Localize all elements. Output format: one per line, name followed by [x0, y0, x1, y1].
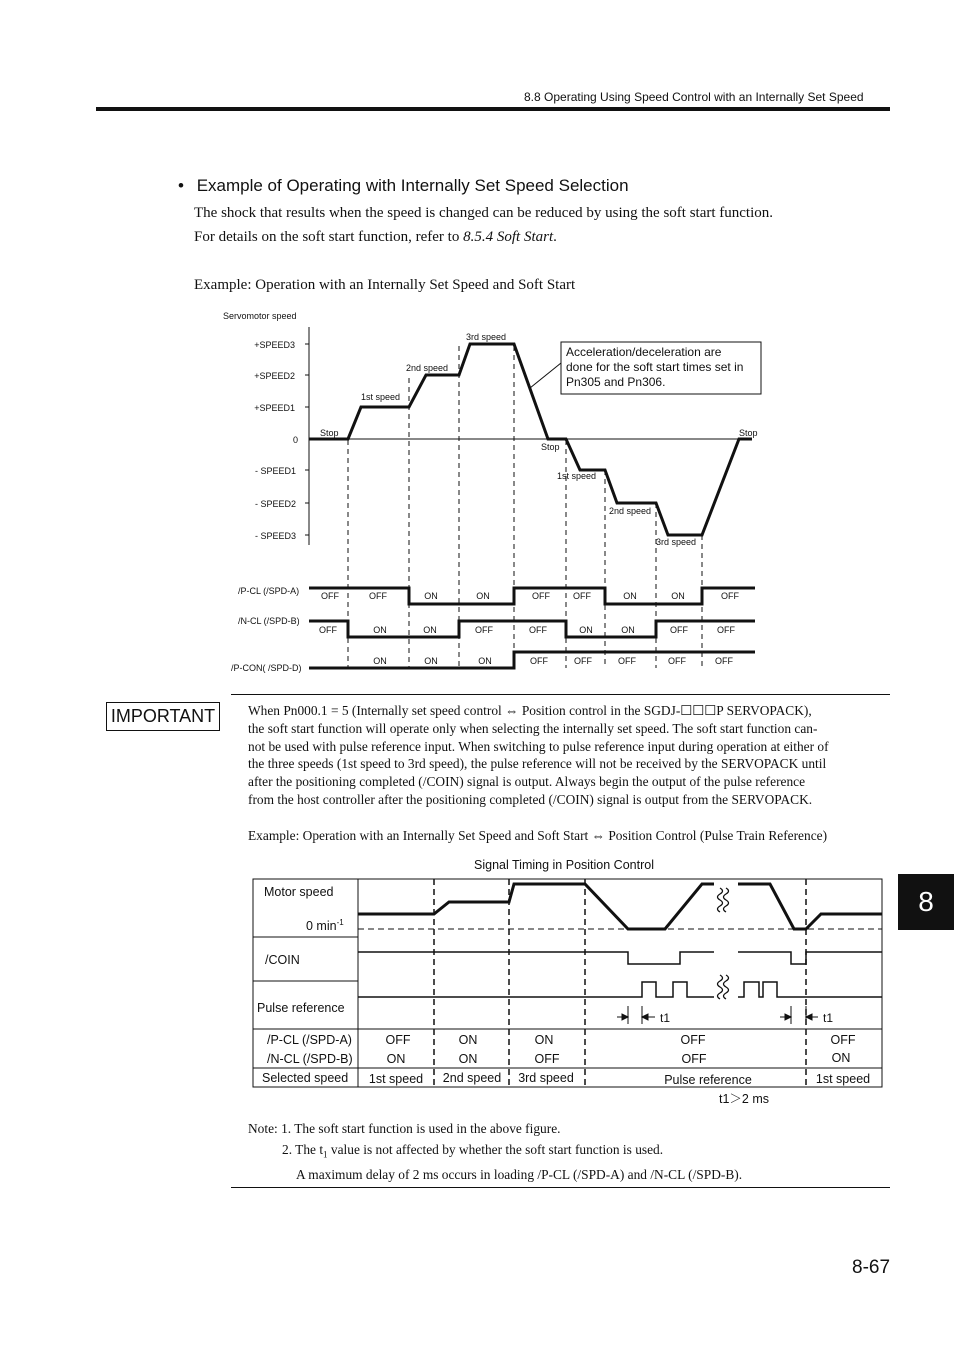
zero-rpm-label: 0 $\min^{-1}$ [306, 918, 344, 933]
n-cl-value-2: ON [458, 1052, 478, 1066]
selected-speed-3: 3rd speed [518, 1071, 574, 1085]
n-cl-state-3: ON [423, 625, 437, 635]
n-cl-state-2: ON [373, 625, 387, 635]
p-cl-state-6: OFF [573, 591, 591, 601]
p-con-state-4: OFF [530, 656, 548, 666]
important-line-6: from the host controller after the positioning completed (/COIN) signal is output from the SERVOPACK. [248, 791, 813, 807]
p-cl-state-4: ON [476, 591, 490, 601]
signal-p-cl-name: /P-CL (/SPD-A) [238, 586, 300, 596]
selected-speed-4: Pulse reference [664, 1073, 752, 1087]
n-cl-state-9: OFF [717, 625, 735, 635]
n-cl-state-8: OFF [670, 625, 688, 635]
notes [248, 1119, 742, 1185]
fig2-title: Signal Timing in Position Control [474, 858, 654, 872]
coin-label: /COIN [265, 953, 300, 967]
y-label-plus-speed2: +SPEED2 [254, 371, 295, 381]
label-3rd-speed: 3rd speed [466, 332, 507, 342]
p-cl-state-7: ON [623, 591, 637, 601]
fig2-time-divisions [434, 879, 806, 1087]
signal-p-con-name: /P-CON( /SPD-D) [231, 663, 302, 673]
y-axis-title: Servomotor speed [223, 311, 297, 321]
soft-start-reference: 8.5.4 Soft Start [463, 229, 554, 245]
n-cl-row-label: /N-CL (/SPD-B) [267, 1052, 353, 1066]
p-cl-row-label: /P-CL (/SPD-A) [267, 1033, 352, 1047]
label-1st-speed: 1st speed [361, 392, 401, 402]
p-cl-state-2: OFF [369, 591, 387, 601]
important-line-1: When Pn000.1 = 5 (Internally set speed control ⇔ Position control in the SGDJ-☐☐☐P SERVOPACK), [248, 703, 812, 718]
n-cl-state-4: OFF [475, 625, 493, 635]
n-cl-state-6: ON [579, 625, 593, 635]
important-bottom-rule [231, 1187, 890, 1188]
n-cl-value-3: OFF [534, 1052, 560, 1066]
note-3: A maximum delay of 2 ms occurs in loading /P-CL (/SPD-A) and /N-CL (/SPD-B). [296, 1166, 743, 1182]
n-cl-state-5: OFF [529, 625, 547, 635]
t1-condition: t1＞2 ms [719, 1092, 770, 1106]
p-con-state-3: ON [478, 656, 492, 666]
section-heading-text: Example of Operating with Internally Set Speed Selection [196, 176, 629, 195]
p-con-state-6: OFF [618, 656, 636, 666]
note-2: 2. The $t_1$ value is not affected by whether the soft start function is used. [282, 1141, 664, 1160]
intro-line-1: The shock that results when the speed is changed can be reduced by using the soft start function. [194, 205, 774, 221]
y-label-minus-speed2: - SPEED2 [254, 499, 296, 509]
p-cl-state-8: ON [671, 591, 685, 601]
y-label-minus-speed3: - SPEED3 [254, 531, 296, 541]
n-cl-value-1: ON [386, 1052, 406, 1066]
p-con-state-7: OFF [668, 656, 686, 666]
pulse-reference-wave-2 [738, 982, 882, 997]
p-con-state-1: ON [373, 656, 387, 666]
p-con-state-5: OFF [574, 656, 592, 666]
example-1-title: Example: Operation with an Internally Set Speed and Soft Start [194, 277, 576, 293]
intro-prefix: For details on the soft start function, refer to [194, 229, 464, 245]
p-cl-state-9: OFF [721, 591, 739, 601]
n-cl-state-1: OFF [319, 625, 337, 635]
note-1: Note: 1. The soft start function is used in the above figure. [248, 1121, 561, 1136]
t1-label-1: t1 [660, 1011, 671, 1025]
selected-speed-1: 1st speed [368, 1072, 424, 1086]
important-line-5: after the positioning completed (/COIN) signal is output. Always begin the output of the pulse reference [248, 774, 806, 790]
pulse-reference-label: Pulse reference [257, 1001, 345, 1015]
y-label-plus-speed1: +SPEED1 [254, 403, 295, 413]
p-cl-value-4: OFF [680, 1033, 706, 1047]
label-stop-3: Stop [739, 428, 758, 438]
example-2-title: Example: Operation with an Internally Set Speed and Soft Start ⇔ Position Control (Pulse Train Reference) [248, 828, 828, 843]
y-label-plus-speed3: +SPEED3 [254, 340, 295, 350]
label-stop-2: Stop [541, 442, 560, 452]
p-cl-value-5: OFF [830, 1033, 856, 1047]
n-cl-value-5: ON [831, 1051, 851, 1065]
p-cl-state-3: ON [424, 591, 438, 601]
motor-speed-wave [358, 884, 714, 929]
signal-n-cl-name: /N-CL (/SPD-B) [238, 616, 300, 626]
important-line-3: not be used with pulse reference input. When switching to pulse reference input during operation at either of [248, 738, 829, 754]
label-neg-3rd-speed: 3rd speed [656, 537, 697, 547]
selected-speed-5: 1st speed [815, 1072, 871, 1086]
p-con-state-8: OFF [715, 656, 733, 666]
p-cl-value-3: ON [534, 1033, 554, 1047]
break-marks [718, 888, 729, 999]
label-neg-1st-speed: 1st speed [557, 471, 597, 481]
chapter-tab: 8 [898, 874, 954, 930]
n-cl-state-7: ON [621, 625, 635, 635]
intro-suffix: . [553, 229, 557, 245]
coin-wave-2 [738, 952, 882, 964]
y-label-minus-speed1: - SPEED1 [254, 466, 296, 476]
bullet-mark: • [178, 176, 184, 195]
label-neg-2nd-speed: 2nd speed [609, 506, 652, 516]
selected-speed-2: 2nd speed [442, 1071, 502, 1085]
coin-wave [358, 952, 714, 964]
motor-speed-wave-2 [738, 884, 882, 929]
selected-speed-row-label: Selected speed [262, 1071, 349, 1085]
callout-line-1: Acceleration/deceleration are [566, 345, 722, 359]
p-cl-value-1: OFF [385, 1033, 411, 1047]
pulse-reference-wave [358, 982, 714, 997]
p-cl-state-1: OFF [321, 591, 339, 601]
page-number: 8-67 [852, 1257, 891, 1278]
p-cl-value-2: ON [458, 1033, 478, 1047]
t1-markers [617, 1006, 818, 1024]
running-header: 8.8 Operating Using Speed Control with an Internally Set Speed [524, 90, 864, 104]
important-label: IMPORTANT [106, 702, 220, 731]
t1-label-2: t1 [823, 1011, 834, 1025]
y-label-zero: 0 [292, 435, 298, 445]
important-line-2: the soft start function will operate only when selecting the internally set speed. The soft start function can- [248, 720, 818, 736]
label-stop-1: Stop [320, 428, 339, 438]
label-2nd-speed: 2nd speed [406, 363, 449, 373]
motor-speed-label: Motor speed [264, 885, 334, 899]
important-line-4: the three speeds (1st speed to 3rd speed), the pulse reference will not be received by the SERVOPACK until [248, 756, 827, 772]
callout-line-2: done for the soft start times set in [566, 360, 744, 374]
p-cl-state-5: OFF [532, 591, 550, 601]
callout-line-3: Pn305 and Pn306. [566, 375, 666, 389]
n-cl-value-4: OFF [681, 1052, 707, 1066]
p-con-state-2: ON [424, 656, 438, 666]
